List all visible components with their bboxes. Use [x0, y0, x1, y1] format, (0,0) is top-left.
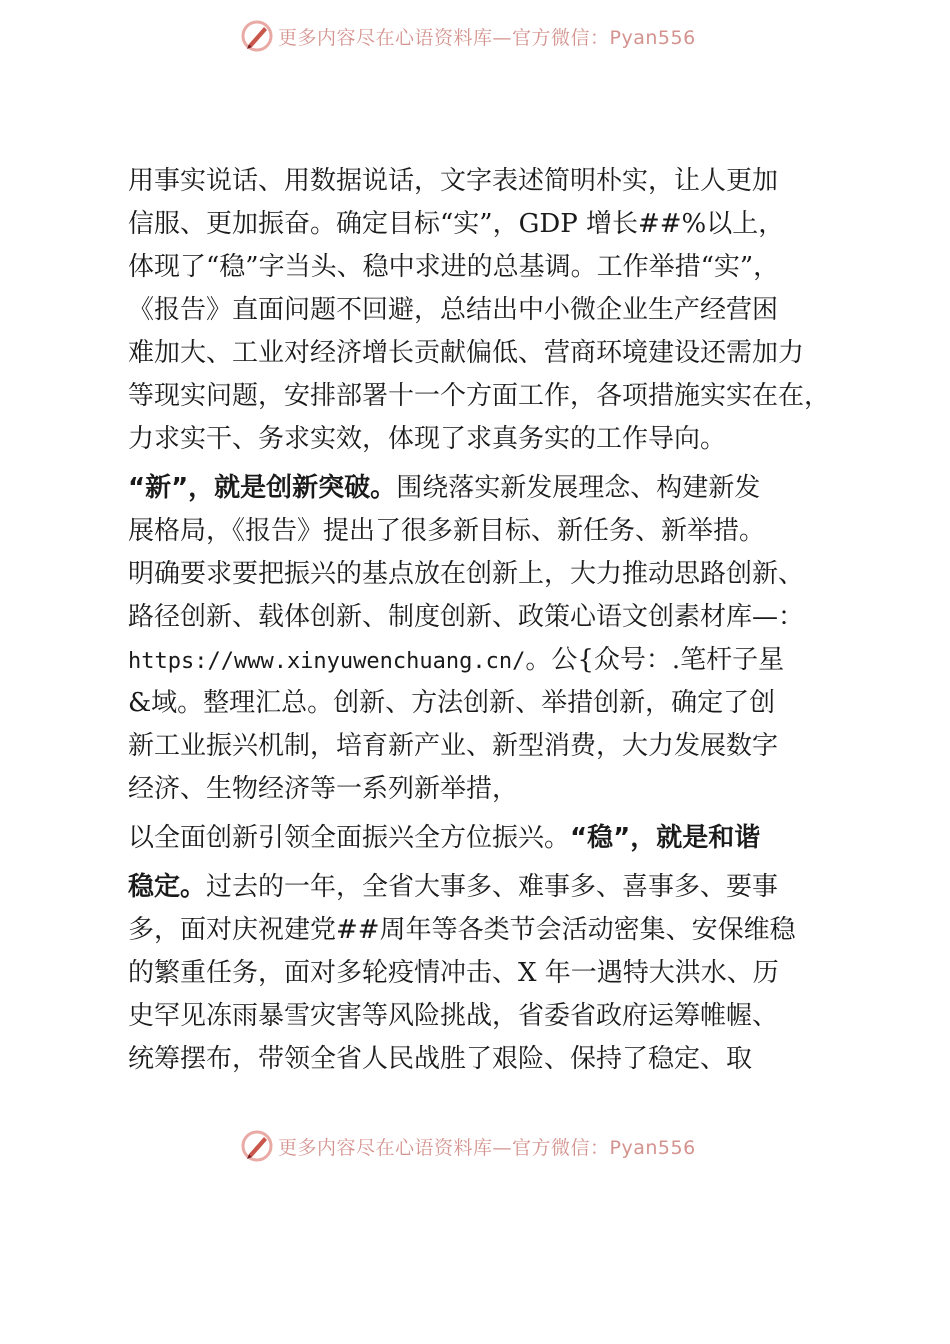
text-run: 以全面创新引领全面振兴全方位振兴。: [128, 823, 571, 853]
text-run: 用事实说话、用数据说话，文字表述简明朴实，让人更加: [128, 166, 779, 196]
text-line: [128, 246, 868, 289]
text-run: 新工业振兴机制，培育新产业、新型消费，大力发展数字: [128, 731, 779, 761]
text-line: [128, 909, 868, 952]
url-run: https://www.xinyuwenchuang.cn/: [128, 649, 526, 674]
bold-heading-run: “新”，就是创新突破。: [128, 473, 397, 503]
watermark-text: 更多内容尽在心语资料库—官方微信：Pyan556: [278, 1136, 696, 1159]
text-run: 力求实干、务求实效，体现了求真务实的工作导向。: [128, 424, 727, 454]
text-run: 路径创新、载体创新、制度创新、政策心语文创素材库—：: [128, 602, 805, 632]
text-run: 信服、更加振奋。确定目标“实”，GDP 增长##%以上，: [128, 209, 785, 239]
bold-heading-run: 稳定。: [128, 872, 207, 902]
text-run: 统筹摆布，带领全省人民战胜了艰险、保持了稳定、取: [128, 1044, 753, 1074]
text-line: [128, 768, 868, 811]
watermark-account: Pyan556: [609, 1136, 696, 1159]
pen-logo-icon: [240, 1129, 274, 1163]
text-line: [128, 952, 868, 995]
text-run: 。公{众号：.笔杆子星: [525, 645, 785, 675]
text-line: [128, 866, 868, 909]
document-body: [128, 160, 868, 1081]
text-run: 过去的一年，全省大事多、难事多、喜事多、要事: [206, 872, 779, 902]
text-line: [128, 203, 868, 246]
text-run: 围绕落实新发展理念、构建新发: [396, 473, 761, 503]
text-run: 史罕见冻雨暴雪灾害等风险挑战，省委省政府运筹帷幄、: [128, 1001, 779, 1031]
text-line: [128, 725, 868, 768]
text-line: [128, 817, 868, 860]
text-line: [128, 375, 868, 418]
text-line: [128, 639, 868, 682]
text-line: [128, 596, 868, 639]
text-line: [128, 1038, 868, 1081]
text-run: 展格局，《报告》提出了很多新目标、新任务、新举措。: [128, 516, 766, 546]
watermark-footer: [240, 1126, 696, 1166]
text-line: [128, 510, 868, 553]
text-run: 难加大、工业对经济增长贡献偏低、营商环境建设还需加力: [128, 338, 805, 368]
text-run: 经济、生物经济等一系列新举措，: [128, 774, 519, 804]
text-run: 的繁重任务，面对多轮疫情冲击、X 年一遇特大洪水、历: [128, 958, 779, 988]
text-line: [128, 467, 868, 510]
text-run: 多，面对庆祝建党##周年等各类节会活动密集、安保维稳: [128, 915, 796, 945]
text-line: [128, 553, 868, 596]
watermark-account: Pyan556: [609, 26, 696, 49]
pen-logo-icon: [240, 19, 274, 53]
text-line: [128, 160, 868, 203]
text-line: [128, 682, 868, 725]
text-run: &域。整理汇总。创新、方法创新、举措创新，确定了创: [128, 688, 776, 718]
text-line: [128, 995, 868, 1038]
text-line: [128, 418, 868, 461]
text-line: [128, 332, 868, 375]
text-run: 《报告》直面问题不回避，总结出中小微企业生产经营困: [128, 295, 779, 325]
text-run: 体现了“稳”字当头、稳中求进的总基调。工作举措“实”，: [128, 252, 780, 282]
watermark-header: [240, 16, 696, 56]
text-line: [128, 289, 868, 332]
text-run: 等现实问题，安排部署十一个方面工作，各项措施实实在在，: [128, 381, 831, 411]
text-run: 明确要求要把振兴的基点放在创新上，大力推动思路创新、: [128, 559, 805, 589]
watermark-text: 更多内容尽在心语资料库—官方微信：Pyan556: [278, 26, 696, 49]
bold-heading-run: “稳”，就是和谐: [570, 823, 761, 853]
